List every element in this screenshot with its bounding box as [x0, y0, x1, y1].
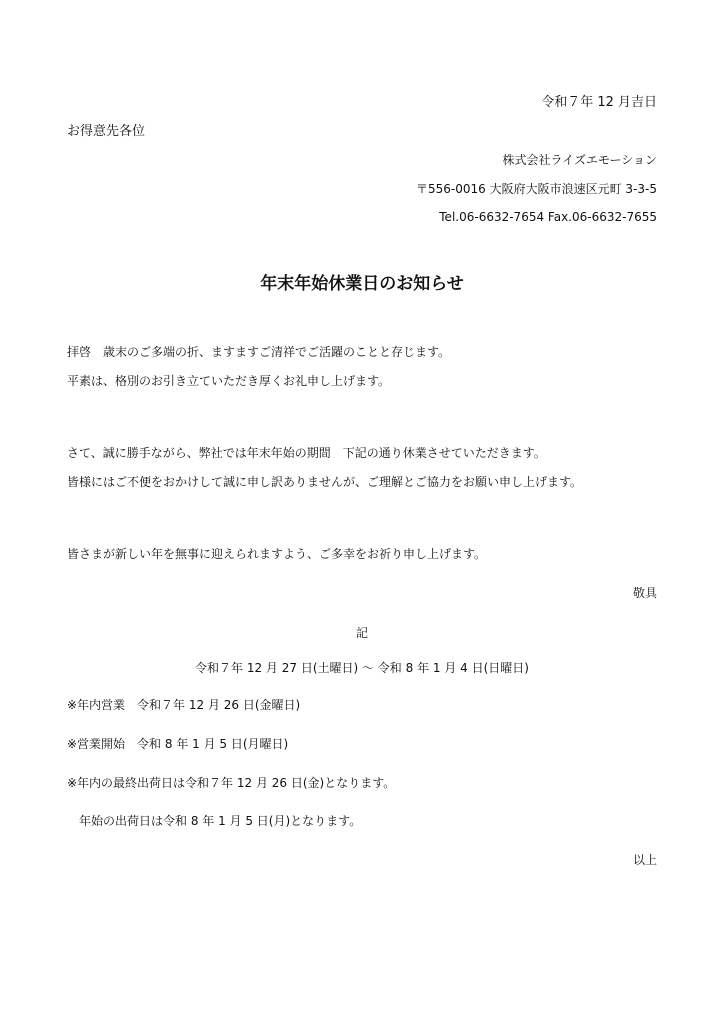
announcement-line-1: さて、誠に勝手ながら、弊社では年末年始の期間 下記の通り休業させていただきます。	[67, 446, 546, 460]
issue-date: 令和７年 12 月吉日	[541, 95, 657, 110]
document-title: 年末年始休業日のお知らせ	[260, 274, 464, 294]
company-contact: Tel.06-6632-7654 Fax.06-6632-7655	[439, 210, 657, 224]
first-shipping-day: 年始の出荷日は令和 8 年 1 月 5 日(月)となります。	[79, 814, 362, 828]
recipient: お得意先各位	[67, 124, 146, 139]
last-business-day: ※年内営業 令和７年 12 月 26 日(金曜日)	[67, 698, 301, 712]
last-shipping-day: ※年内の最終出荷日は令和７年 12 月 26 日(金)となります。	[67, 776, 396, 790]
notice-heading: 記	[355, 626, 368, 640]
holiday-period: 令和７年 12 月 27 日(土曜日) 〜 令和 8 年 1 月 4 日(日曜日)	[195, 661, 529, 675]
announcement-line-2: 皆様にはご不便をおかけして誠に申し訳ありませんが、ご理解とご協力をお願い申し上げます。	[67, 475, 583, 489]
company-name: 株式会社ライズエモーション	[502, 153, 657, 167]
business-start-day: ※営業開始 令和 8 年 1 月 5 日(月曜日)	[67, 737, 289, 751]
company-address: 〒556-0016 大阪府大阪市浪速区元町 3-3-5	[416, 182, 657, 196]
greeting-line-1: 拝啓 歳末のご多端の折、ますますご清祥でご活躍のことと存じます。	[67, 345, 451, 359]
wishes-line: 皆さまが新しい年を無事に迎えられますよう、ご多幸をお祈り申し上げます。	[67, 547, 487, 561]
closing-ijou: 以上	[632, 853, 657, 867]
closing-keigu: 敬具	[632, 586, 657, 600]
greeting-line-2: 平素は、格別のお引き立ていただき厚くお礼申し上げます。	[67, 374, 391, 388]
